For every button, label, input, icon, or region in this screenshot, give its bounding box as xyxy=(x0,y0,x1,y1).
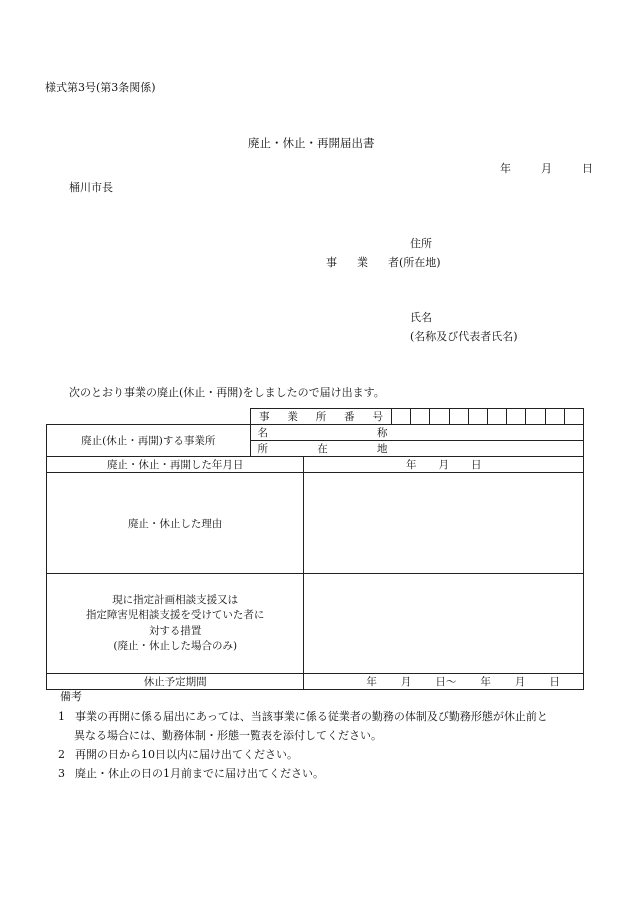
reason-label: 廃止・休止した理由 xyxy=(47,473,304,574)
addressee: 桶川市長 xyxy=(69,181,113,194)
note-text: 再開の日から10日以内に届け出てください。 xyxy=(75,748,298,761)
note-number: 1 xyxy=(58,710,65,723)
date-day: 日 xyxy=(582,162,593,175)
reason-value[interactable] xyxy=(304,473,584,574)
notes-heading: 備考 xyxy=(60,690,82,703)
office-number-row xyxy=(250,408,584,425)
office-location-label xyxy=(250,441,583,457)
measures-line: 対する措置 xyxy=(148,624,202,637)
label-char: 業 xyxy=(287,411,298,423)
form-number: 様式第3号(第3条関係) xyxy=(45,81,156,94)
month-unit: 月 xyxy=(438,459,449,471)
day-unit: 日〜 xyxy=(435,676,457,688)
office-number-box[interactable] xyxy=(430,409,449,425)
office-name-label xyxy=(250,425,583,441)
note-text: 事業の再開に係る届出にあっては、当該事業に係る従業者の勤務の体制及び勤務形態が休止前と xyxy=(75,710,548,723)
office-number-box[interactable] xyxy=(449,409,468,425)
label-char: 称 xyxy=(377,427,388,439)
role-suffix: (所在地) xyxy=(399,256,441,269)
note-item xyxy=(58,749,298,760)
office-number-box[interactable] xyxy=(545,409,564,425)
document-title: 廃止・休止・再開届出書 xyxy=(248,136,375,150)
address-label: 住所 xyxy=(410,237,432,250)
period-label: 休止予定期間 xyxy=(47,674,304,690)
label-char: 番 xyxy=(344,411,355,423)
note-number: 2 xyxy=(58,748,65,761)
office-number-label xyxy=(251,409,392,425)
month-unit: 月 xyxy=(400,676,412,688)
year-unit: 年 xyxy=(480,676,491,688)
year-unit: 年 xyxy=(366,676,377,688)
date-month: 月 xyxy=(541,162,552,175)
office-number-box[interactable] xyxy=(392,409,411,425)
date-year: 年 xyxy=(500,162,511,175)
measures-value[interactable] xyxy=(304,574,584,674)
role-char: 業 xyxy=(357,256,368,269)
measures-line: (廃止・休止した場合のみ) xyxy=(113,639,238,652)
office-number-box[interactable] xyxy=(526,409,545,425)
role-char: 事 xyxy=(326,256,337,269)
note-item-continuation: 異なる場合には、勤務体制・形態一覧表を添付してください。 xyxy=(74,729,382,742)
label-char: 所 xyxy=(257,443,269,455)
role-char: 者 xyxy=(388,256,399,269)
office-label: 廃止(休止・再開)する事業所 xyxy=(47,425,251,457)
office-number-box[interactable] xyxy=(507,409,526,425)
office-number-box[interactable] xyxy=(487,409,506,425)
measures-line: 現に指定計画相談支援又は xyxy=(112,594,239,607)
name-label: 氏名 xyxy=(410,311,432,324)
day-unit: 日 xyxy=(549,676,560,688)
label-char: 所 xyxy=(315,411,327,423)
office-number-box[interactable] xyxy=(411,409,430,425)
measures-label xyxy=(47,574,304,674)
date-label: 廃止・休止・再開した年月日 xyxy=(47,457,304,473)
note-item xyxy=(58,711,548,722)
period-value[interactable] xyxy=(304,674,584,690)
office-number-box[interactable] xyxy=(468,409,487,425)
note-item xyxy=(58,768,324,779)
label-char: 地 xyxy=(377,443,388,455)
measures-line: 指定障害児相談支援を受けていた者に xyxy=(85,609,265,622)
note-text: 廃止・休止の日の1月前までに届け出てください。 xyxy=(75,767,324,780)
note-number: 3 xyxy=(58,767,65,780)
day-unit: 日 xyxy=(470,459,482,471)
applicant-role xyxy=(326,257,441,268)
label-char: 名 xyxy=(257,427,269,439)
date-value[interactable] xyxy=(304,457,584,473)
label-char: 事 xyxy=(259,411,270,423)
label-char: 在 xyxy=(317,443,328,455)
month-unit: 月 xyxy=(514,676,526,688)
submission-date xyxy=(500,163,593,174)
notification-table xyxy=(46,424,584,690)
name-sub-label: (名称及び代表者氏名) xyxy=(410,330,518,343)
office-number-box[interactable] xyxy=(564,409,583,425)
label-char: 号 xyxy=(372,411,383,423)
year-unit: 年 xyxy=(405,459,417,471)
intro-text: 次のとおり事業の廃止(休止・再開)をしましたので届け出ます。 xyxy=(69,386,385,399)
